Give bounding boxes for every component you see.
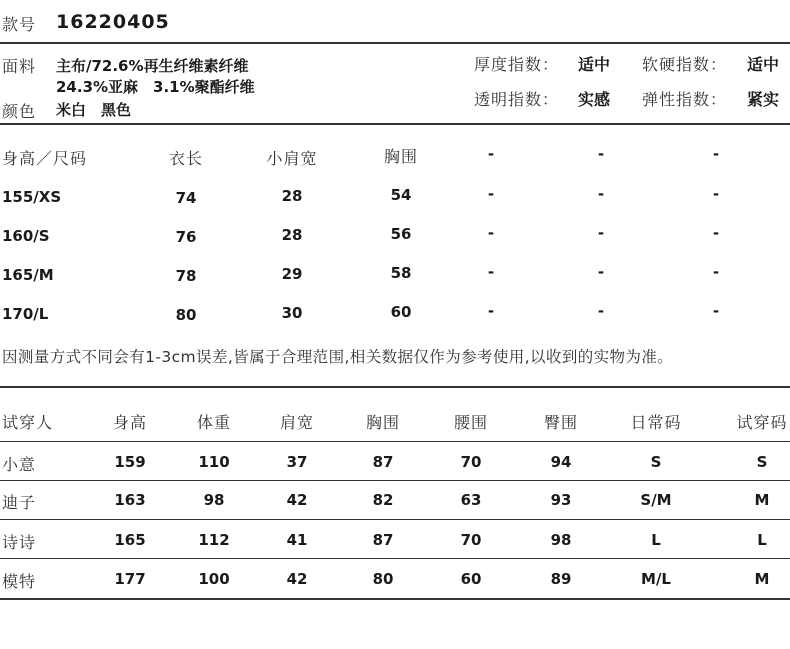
shoulder-value: 29 [281, 265, 303, 283]
tried-size-value: S [756, 453, 768, 471]
bust-value: 80 [372, 570, 394, 588]
daily-size-value: S/M [640, 491, 672, 509]
tester-name: 小意 [2, 455, 37, 474]
hip-value: 94 [550, 453, 572, 471]
tryon-header-hip: 臀围 [543, 413, 579, 432]
size-header-size: 身高／尺码 [2, 149, 88, 168]
bust-value: 60 [390, 303, 412, 321]
tester-name: 模特 [2, 572, 37, 591]
daily-size-value: L [651, 531, 661, 549]
waist-value: 63 [460, 491, 482, 509]
tryon-header-shoulder: 肩宽 [279, 413, 315, 432]
blank-cell: - [597, 263, 605, 281]
shoulder-value: 28 [281, 187, 303, 205]
size-label: 155/XS [2, 188, 62, 206]
fabric-line-1: 主布/72.6%再生纤维素纤维 [56, 57, 249, 75]
blank-cell: - [712, 224, 720, 242]
hip-value: 89 [550, 570, 572, 588]
height-value: 159 [114, 453, 146, 471]
divider-header-bottom [0, 123, 790, 125]
elasticity-value: 紧实 [747, 90, 780, 109]
height-value: 165 [114, 531, 146, 549]
bust-value: 56 [390, 225, 412, 243]
divider-tryon-top [0, 386, 790, 388]
blank-cell: - [597, 224, 605, 242]
waist-value: 60 [460, 570, 482, 588]
bust-value: 87 [372, 453, 394, 471]
tryon-header-height: 身高 [112, 413, 148, 432]
shoulder-value: 37 [286, 453, 308, 471]
tryon-header-bust: 胸围 [365, 413, 401, 432]
size-label: 165/M [2, 266, 54, 284]
size-label: 160/S [2, 227, 50, 245]
bust-value: 58 [390, 264, 412, 282]
color-label: 颜色 [2, 102, 37, 121]
weight-value: 98 [203, 491, 225, 509]
bust-value: 82 [372, 491, 394, 509]
length-value: 76 [175, 228, 197, 246]
tryon-header-daily-size: 日常码 [630, 413, 682, 432]
blank-cell: - [487, 263, 495, 281]
height-value: 163 [114, 491, 146, 509]
row-divider [0, 441, 790, 442]
softness-label: 软硬指数： [642, 55, 728, 74]
tryon-header-waist: 腰围 [453, 413, 489, 432]
blank-cell: - [712, 185, 720, 203]
row-divider [0, 519, 790, 520]
color-value: 米白 黑色 [56, 101, 132, 119]
length-value: 78 [175, 267, 197, 285]
size-label: 170/L [2, 305, 49, 323]
hip-value: 93 [550, 491, 572, 509]
shoulder-value: 28 [281, 226, 303, 244]
tried-size-value: L [757, 531, 767, 549]
tried-size-value: M [754, 491, 770, 509]
fabric-label: 面料 [2, 57, 37, 76]
tester-name: 诗诗 [2, 533, 37, 552]
blank-cell: - [597, 302, 605, 320]
measurement-note: 因测量方式不同会有1-3cm误差,皆属于合理范围,相关数据仅作为参考使用,以收到的实物为准。 [2, 348, 674, 366]
transparency-value: 实感 [578, 90, 611, 109]
divider-tryon-bottom [0, 598, 790, 600]
divider-top [0, 42, 790, 44]
size-header-blank-1: - [487, 145, 495, 163]
weight-value: 112 [198, 531, 230, 549]
size-header-blank-2: - [597, 145, 605, 163]
style-no-value: 16220405 [56, 11, 170, 33]
tried-size-value: M [754, 570, 770, 588]
hip-value: 98 [550, 531, 572, 549]
blank-cell: - [487, 185, 495, 203]
row-divider [0, 558, 790, 559]
size-header-blank-3: - [712, 145, 720, 163]
tester-name: 迪子 [2, 493, 37, 512]
shoulder-value: 30 [281, 304, 303, 322]
shoulder-value: 42 [286, 570, 308, 588]
shoulder-value: 42 [286, 491, 308, 509]
weight-value: 110 [198, 453, 230, 471]
elasticity-label: 弹性指数： [642, 90, 728, 109]
tryon-header-tried-size: 试穿码 [736, 413, 788, 432]
daily-size-value: M/L [641, 570, 671, 588]
thickness-label: 厚度指数： [474, 55, 560, 74]
row-divider [0, 480, 790, 481]
shoulder-value: 41 [286, 531, 308, 549]
bust-value: 54 [390, 186, 412, 204]
weight-value: 100 [198, 570, 230, 588]
size-header-shoulder: 小肩宽 [266, 149, 318, 168]
waist-value: 70 [460, 531, 482, 549]
bust-value: 87 [372, 531, 394, 549]
size-header-bust: 胸围 [383, 147, 419, 166]
fabric-line-2: 24.3%亚麻 3.1%聚酯纤维 [56, 78, 255, 96]
blank-cell: - [597, 185, 605, 203]
blank-cell: - [487, 302, 495, 320]
blank-cell: - [487, 224, 495, 242]
tryon-header-name: 试穿人 [2, 413, 54, 432]
length-value: 80 [175, 306, 197, 324]
length-value: 74 [175, 189, 197, 207]
height-value: 177 [114, 570, 146, 588]
size-header-length: 衣长 [168, 149, 204, 168]
waist-value: 70 [460, 453, 482, 471]
blank-cell: - [712, 302, 720, 320]
softness-value: 适中 [747, 55, 780, 74]
blank-cell: - [712, 263, 720, 281]
thickness-value: 适中 [578, 55, 611, 74]
daily-size-value: S [650, 453, 662, 471]
tryon-header-weight: 体重 [196, 413, 232, 432]
transparency-label: 透明指数： [474, 90, 560, 109]
style-no-label: 款号 [2, 15, 37, 34]
